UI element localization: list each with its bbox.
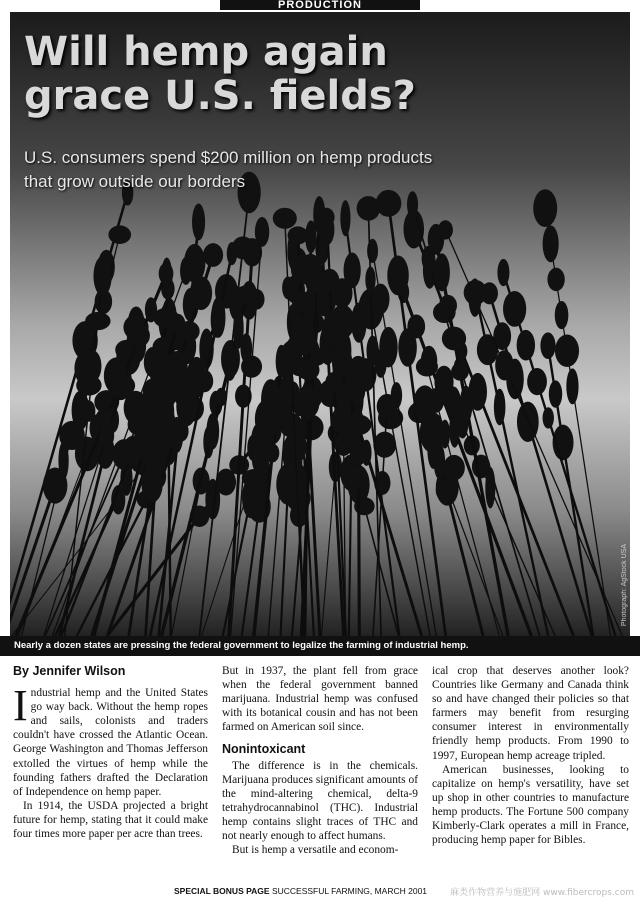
site-watermark: 麻类作物营养与施肥网 www.fibercrops.com <box>450 888 634 898</box>
photo-credit: Photograph: AgStock USA <box>621 543 628 626</box>
photo-caption: Nearly a dozen states are pressing the federal government to legalize the farming of industrial hemp. <box>0 636 640 656</box>
paragraph: American businesses, looking to capitalize on hemp's versatility, have set up shop in other countries to manufacture hemp products. The Fortune 500 company Kimberly-Clark operates a mill in France, producing hemp paper for Bibles. <box>432 763 629 847</box>
article-column-1 <box>13 664 208 841</box>
article-column-2 <box>222 664 418 857</box>
deck: U.S. consumers spend $200 million on hemp products that grow outside our borders <box>24 148 433 191</box>
page-footer: SPECIAL BONUS PAGE SUCCESSFUL FARMING, MARCH 2001 <box>174 886 428 896</box>
paragraph: The difference is in the chemicals. Marijuana produces significant amounts of the mind-altering chemical, delta-9 tetrahydrocannabinol (THC). Industrial hemp contains slight traces of THC and not nearly enough to affect humans. <box>222 759 418 843</box>
paragraph: But is hemp a versatile and econom- <box>232 844 399 857</box>
article-column-3 <box>432 664 629 847</box>
paragraph: Industrial hemp and the United States go way back. Without the hemp ropes and sails, colonists and traders couldn't have crossed the Atlantic Ocean. George Washington and Thomas Jefferson extolled the virtues of hemp while the founding fathers drafted the Declaration of Independence on hemp paper. <box>13 681 208 798</box>
drop-cap: I <box>13 681 28 731</box>
subhead: Nonintoxicant <box>222 742 306 757</box>
section-label: PRODUCTION <box>220 0 420 10</box>
paragraph: But in 1937, the plant fell from grace when the federal government banned marijuana. Industrial hemp was confused with its botanical cousin and has not been farmed on American soil since. <box>222 665 418 734</box>
headline: Will hemp again grace U.S. fields? <box>24 29 416 119</box>
hemp-field-photo <box>10 12 630 636</box>
paragraph: In 1914, the USDA projected a bright future for hemp, stating that it could make four times more paper per acre than trees. <box>13 799 208 841</box>
paragraph: ical crop that deserves another look? Countries like Germany and Canada think so and have changed their policies so that farmers may benefit from resurging consumer interest in environmentally friendly hemp products. From 1990 to 1997, European hemp acreage tripled. <box>432 665 629 762</box>
byline: By Jennifer Wilson <box>13 664 126 678</box>
